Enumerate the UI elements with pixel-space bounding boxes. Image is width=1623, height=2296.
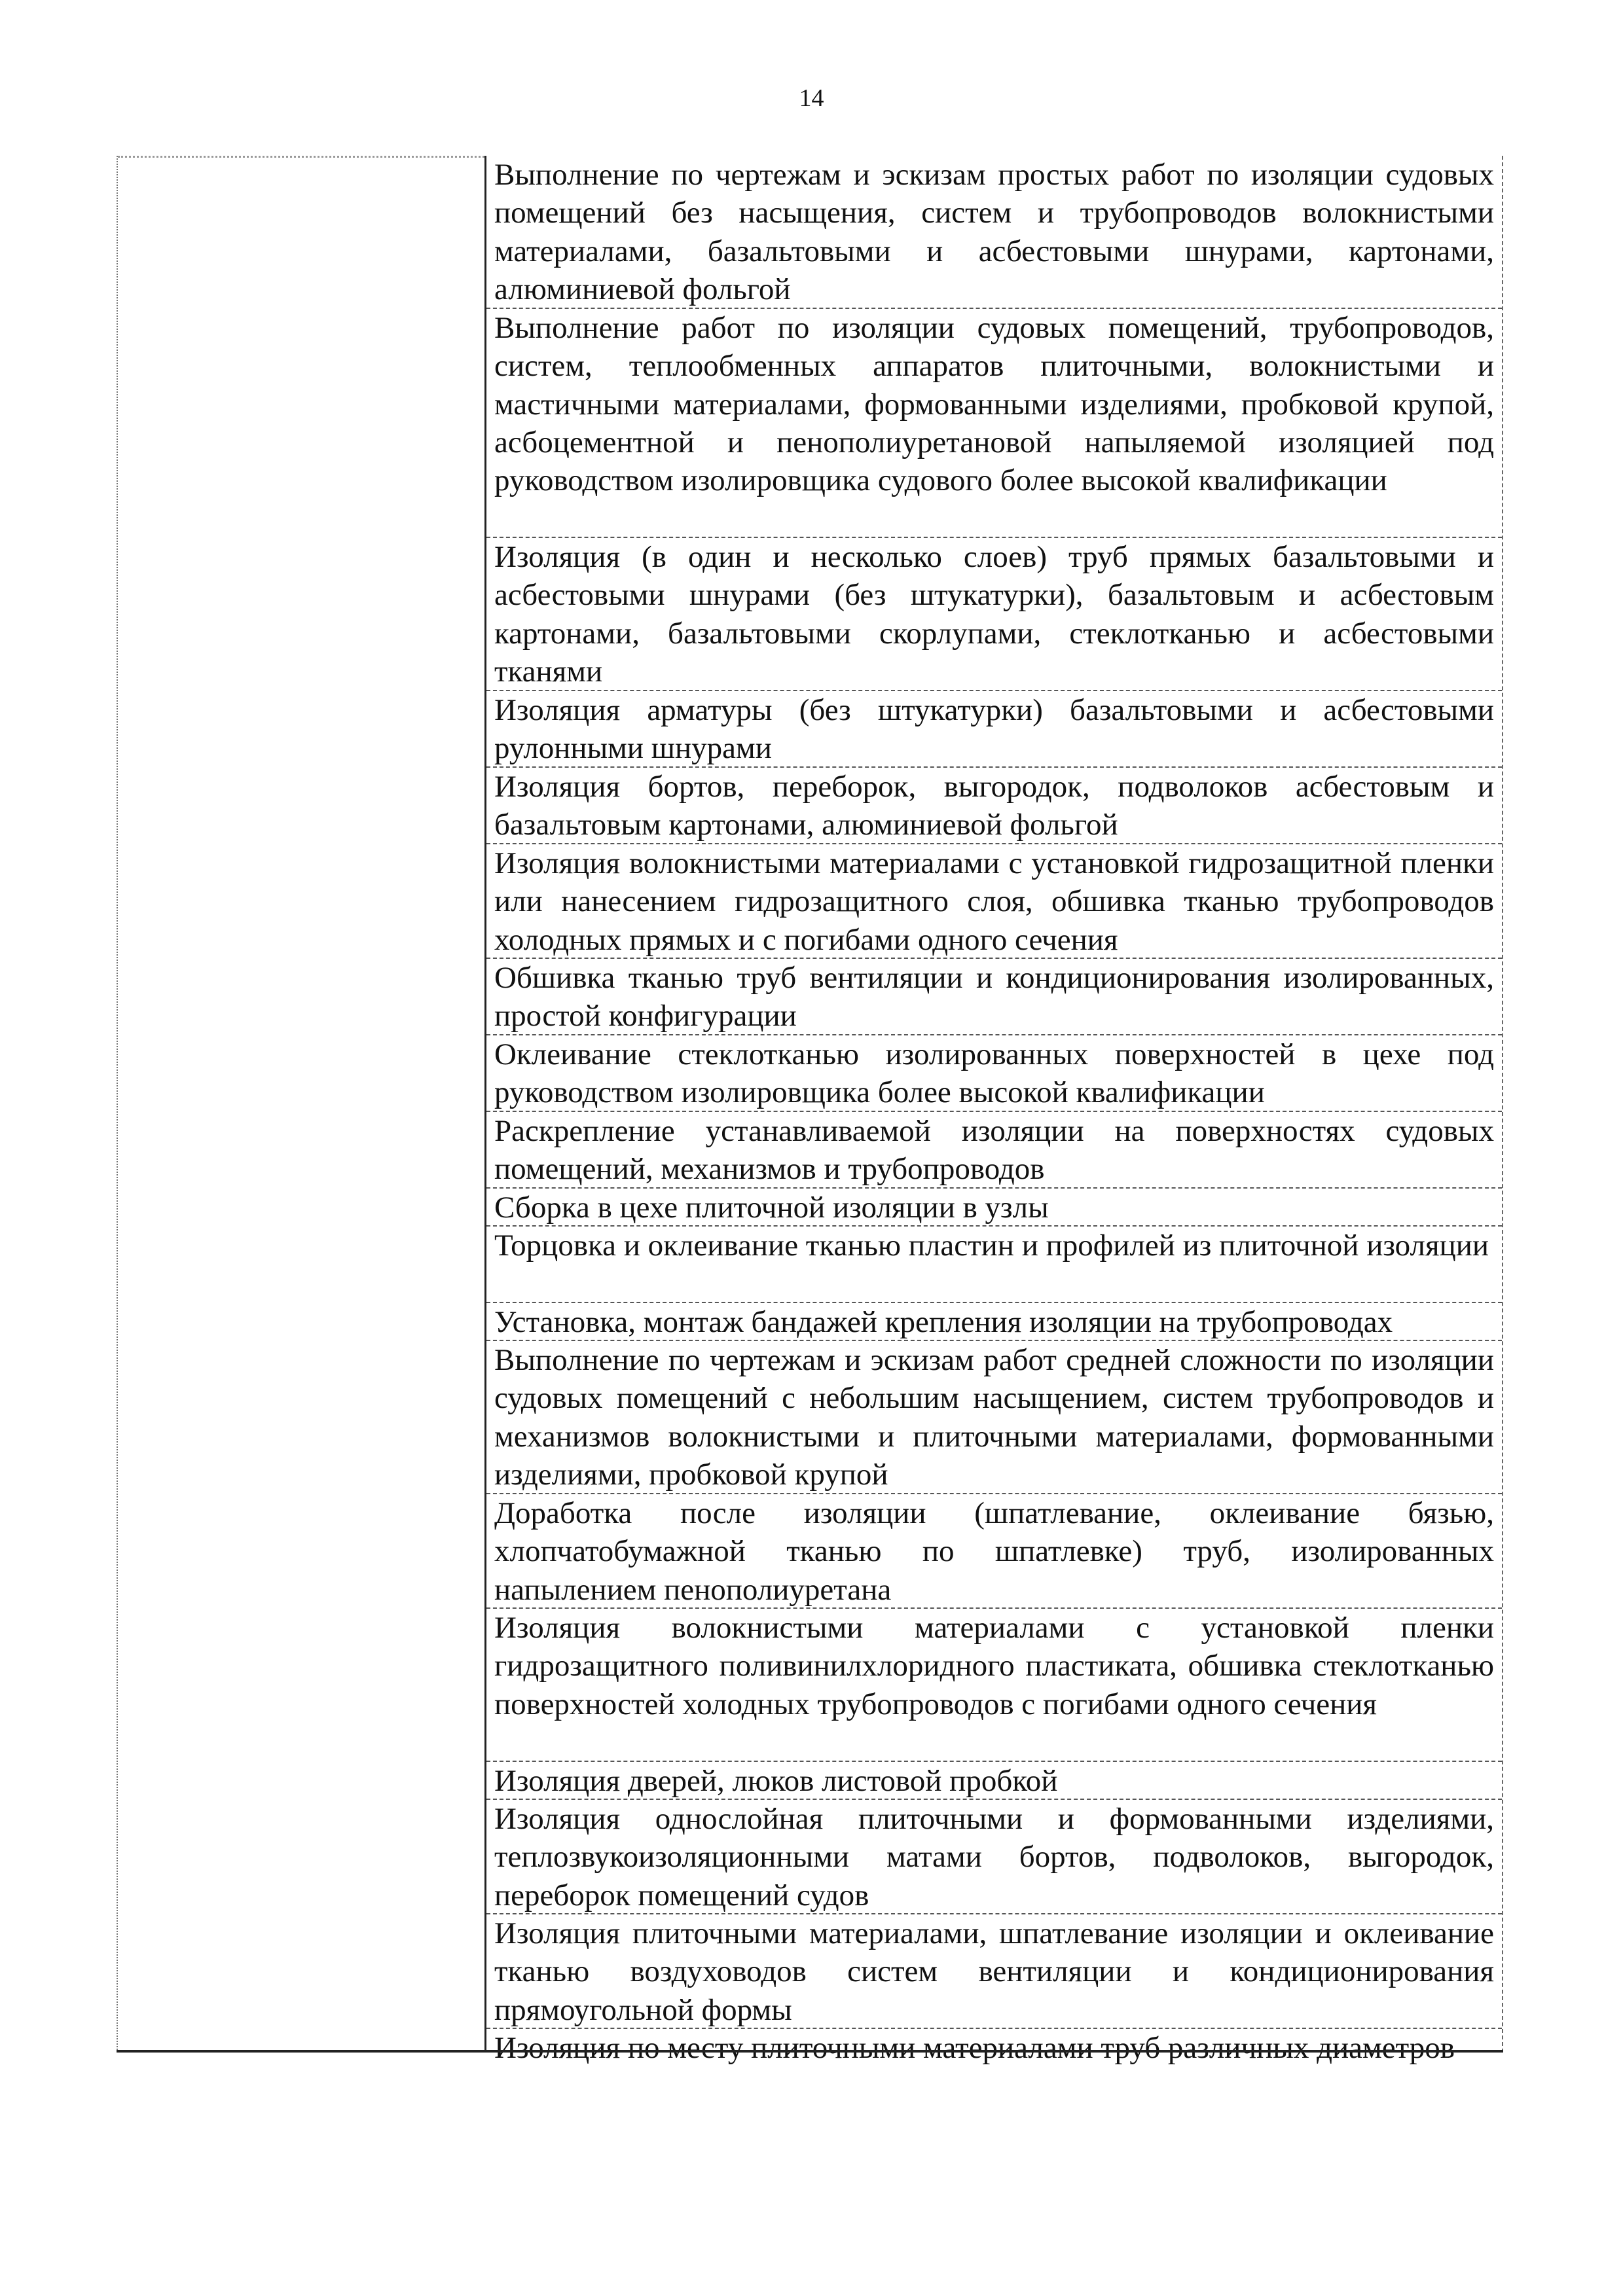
page-number: 14	[799, 84, 824, 112]
table-row: Установка, монтаж бандажей крепления изоляции на трубопроводах	[486, 1303, 1502, 1341]
table-row: Сборка в цехе плиточной изоляции в узлы	[486, 1189, 1502, 1227]
table-right-column	[486, 156, 1503, 2065]
table-row: Изоляция по месту плиточными материалами труб различных диаметров	[494, 2031, 1455, 2065]
table-row: Оклеивание стеклотканью изолированных поверхностей в цехе под руководством изолировщика более высокой квалификации	[486, 1035, 1502, 1112]
table-row: Выполнение работ по изоляции судовых помещений, трубопроводов, систем, теплообменных аппаратов плиточными, волокнистыми и мастичными материалами, формованными изделиями, пробковой крупой, асбоцементной и пенополиуретановой напыляемой изоляцией под руководством изолировщика судового более высокой квалификации	[486, 309, 1502, 538]
table-left-column	[117, 156, 486, 2053]
table-row: Изоляция однослойная плиточными и формованными изделиями, теплозвукоизоляционными матами бортов, подволоков, выгородок, переборок помещений судов	[486, 1800, 1502, 1914]
table-row: Торцовка и оклеивание тканью пластин и профилей из плиточной изоляции	[486, 1227, 1502, 1303]
table-row: Изоляция дверей, люков листовой пробкой	[486, 1762, 1502, 1800]
table-row: Выполнение по чертежам и эскизам простых работ по изоляции судовых помещений без насыщения, систем и трубопроводов волокнистыми материалами, базальтовыми и асбестовыми шнурами, картонами, алюминиевой фольгой	[486, 156, 1502, 309]
table-bottom-border	[117, 2050, 1503, 2053]
table-row: Выполнение по чертежам и эскизам работ средней сложности по изоляции судовых помещений с небольшим насыщением, систем трубопроводов и механизмов волокнистыми и плиточными материалами, формованными изделиями, пробковой крупой	[486, 1341, 1502, 1494]
table-top-border	[118, 156, 484, 158]
table-row: Изоляция бортов, переборок, выгородок, подволоков асбестовым и базальтовым картонами, алюминиевой фольгой	[486, 768, 1502, 844]
table-row: Раскрепление устанавливаемой изоляции на поверхностях судовых помещений, механизмов и трубопроводов	[486, 1112, 1502, 1189]
table-rows	[486, 156, 1502, 2106]
table-row: Изоляция (в один и несколько слоев) труб прямых базальтовыми и асбестовыми шнурами (без штукатурки), базальтовым и асбестовым картонами, базальтовыми скорлупами, стеклотканью и асбестовыми тканями	[486, 538, 1502, 691]
table-row: Изоляция плиточными материалами, шпатлевание изоляции и оклеивание тканью воздуховодов систем вентиляции и кондиционирования прямоугольной формы	[486, 1914, 1502, 2029]
table-row: Изоляция волокнистыми материалами с установкой пленки гидрозащитного поливинилхлоридного пластиката, обшивка стеклотканью поверхностей холодных трубопроводов с погибами одного сечения	[486, 1609, 1502, 1762]
labor-functions-table	[117, 156, 1503, 2065]
table-row: Изоляция волокнистыми материалами с установкой гидрозащитной пленки или нанесением гидрозащитного слоя, обшивка тканью трубопроводов холодных прямых и с погибами одного сечения	[486, 844, 1502, 959]
table-row: Доработка после изоляции (шпатлевание, оклеивание бязью, хлопчатобумажной тканью по шпатлевке) труб, изолированных напылением пенополиуретана	[486, 1494, 1502, 1609]
table-row: Изоляция арматуры (без штукатурки) базальтовыми и асбестовыми рулонными шнурами	[486, 691, 1502, 768]
table-row: Обшивка тканью труб вентиляции и кондиционирования изолированных, простой конфигурации	[486, 959, 1502, 1035]
